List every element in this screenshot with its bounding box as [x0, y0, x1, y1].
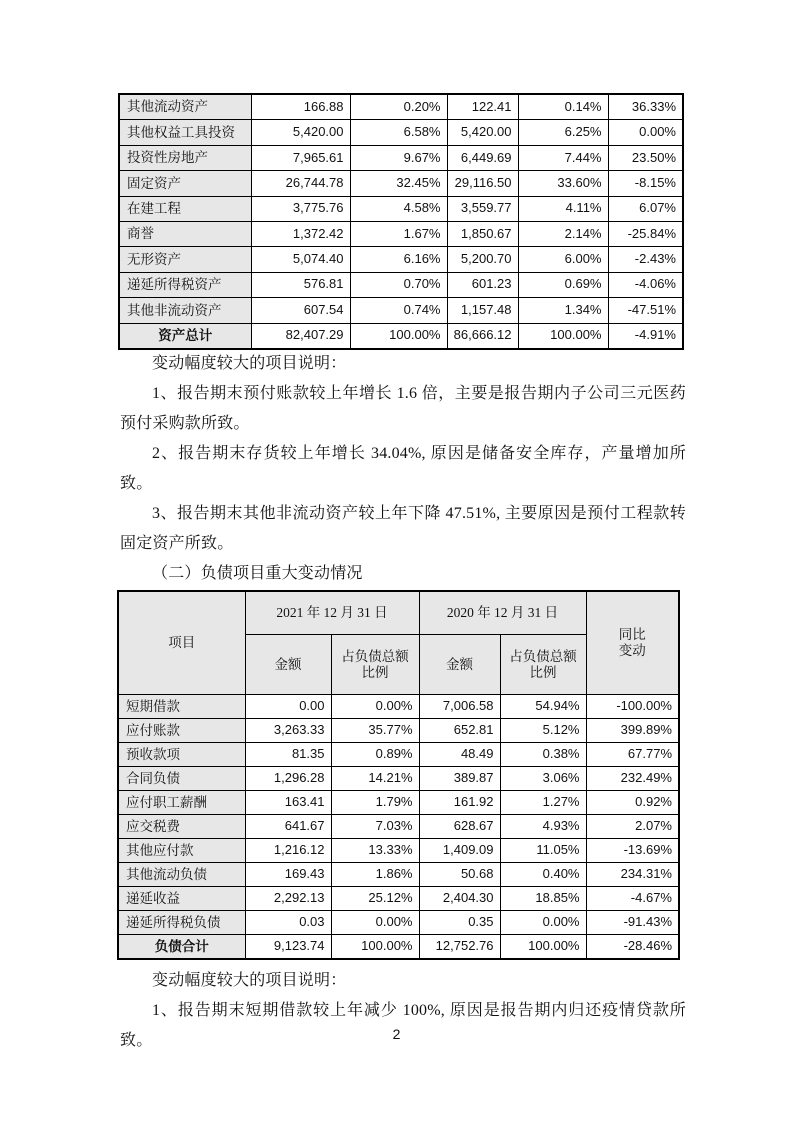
pct-2021-cell: 32.45% — [350, 171, 447, 196]
yoy-cell: -8.15% — [608, 171, 683, 196]
pct-2021-cell: 13.33% — [331, 839, 419, 863]
yoy-cell: 23.50% — [608, 145, 683, 170]
amount-2020-cell: 1,850.67 — [447, 221, 518, 246]
row-label: 短期借款 — [118, 695, 245, 719]
table-row — [118, 839, 679, 863]
amount-2020-cell: 628.67 — [419, 815, 500, 839]
pct-2021-cell: 0.70% — [350, 272, 447, 297]
row-label: 递延收益 — [118, 887, 245, 911]
pct-2020-cell: 33.60% — [518, 171, 608, 196]
amount-2021-cell: 3,263.33 — [245, 719, 331, 743]
amount-2020-cell: 652.81 — [419, 719, 500, 743]
pct-2021-cell: 7.03% — [331, 815, 419, 839]
header-yoy: 同比 变动 — [586, 591, 679, 695]
yoy-cell: 67.77% — [586, 743, 679, 767]
yoy-cell: -4.06% — [608, 272, 683, 297]
amount-2020-cell: 601.23 — [447, 272, 518, 297]
table-row — [118, 887, 679, 911]
table-row — [118, 863, 679, 887]
pct-2020-cell: 18.85% — [500, 887, 586, 911]
pct-2020-cell: 54.94% — [500, 695, 586, 719]
yoy-cell: -91.43% — [586, 911, 679, 935]
pct-2021-cell: 100.00% — [331, 935, 419, 960]
yoy-cell: 234.31% — [586, 863, 679, 887]
pct-2021-cell: 4.58% — [350, 196, 447, 221]
pct-2020-cell: 7.44% — [518, 145, 608, 170]
pct-2021-cell: 9.67% — [350, 145, 447, 170]
amount-2021-cell: 82,407.29 — [251, 323, 350, 349]
amount-2021-cell: 9,123.74 — [245, 935, 331, 960]
note-item-2: 2、报告期末存货较上年增长 34.04%, 原因是储备安全库存，产量增加所致。 — [120, 445, 686, 492]
table-row — [118, 791, 679, 815]
row-label: 应付账款 — [118, 719, 245, 743]
note-item-3: 3、报告期末其他非流动资产较上年下降 47.51%, 主要原因是预付工程款转固定资产所致。 — [120, 505, 686, 552]
pct-2021-cell: 1.67% — [350, 221, 447, 246]
pct-2021-cell: 0.89% — [331, 743, 419, 767]
amount-2021-cell: 576.81 — [251, 272, 350, 297]
yoy-cell: -2.43% — [608, 247, 683, 272]
pct-2020-cell: 0.00% — [500, 911, 586, 935]
table-row — [119, 94, 683, 120]
amount-2021-cell: 26,744.78 — [251, 171, 350, 196]
amount-2020-cell: 50.68 — [419, 863, 500, 887]
amount-2021-cell: 641.67 — [245, 815, 331, 839]
pct-2020-cell: 4.93% — [500, 815, 586, 839]
row-label: 其他非流动资产 — [119, 298, 251, 323]
table-row — [119, 221, 683, 246]
header-item: 项目 — [118, 591, 245, 695]
liabilities-notes-block — [120, 966, 686, 1056]
notes-title: 变动幅度较大的项目说明： — [152, 972, 347, 989]
amount-2021-cell: 1,372.42 — [251, 221, 350, 246]
table-row — [119, 298, 683, 323]
amount-2020-cell: 3,559.77 — [447, 196, 518, 221]
pct-2020-cell: 0.40% — [500, 863, 586, 887]
table-row — [118, 719, 679, 743]
row-label: 在建工程 — [119, 196, 251, 221]
header-ratio-2020: 占负债总额 比例 — [500, 635, 586, 695]
row-label: 无形资产 — [119, 247, 251, 272]
row-label: 其他流动资产 — [119, 94, 251, 120]
yoy-cell: 399.89% — [586, 719, 679, 743]
table-row — [118, 935, 679, 960]
table-row — [118, 911, 679, 935]
pct-2021-cell: 6.58% — [350, 120, 447, 145]
pct-2021-cell: 6.16% — [350, 247, 447, 272]
table-row — [118, 695, 679, 719]
pct-2020-cell: 5.12% — [500, 719, 586, 743]
amount-2021-cell: 5,074.40 — [251, 247, 350, 272]
row-label: 其他应付款 — [118, 839, 245, 863]
header-date-2021: 2021 年 12 月 31 日 — [245, 591, 419, 635]
yoy-cell: -4.67% — [586, 887, 679, 911]
yoy-cell: 6.07% — [608, 196, 683, 221]
pct-2020-cell: 1.27% — [500, 791, 586, 815]
row-label: 固定资产 — [119, 171, 251, 196]
pct-2021-cell: 1.86% — [331, 863, 419, 887]
amount-2020-cell: 12,752.76 — [419, 935, 500, 960]
row-label: 负债合计 — [118, 935, 245, 960]
page-number: 2 — [392, 1026, 401, 1042]
amount-2021-cell: 166.88 — [251, 94, 350, 120]
amount-2020-cell: 7,006.58 — [419, 695, 500, 719]
pct-2021-cell: 35.77% — [331, 719, 419, 743]
yoy-cell: 2.07% — [586, 815, 679, 839]
row-label: 应付职工薪酬 — [118, 791, 245, 815]
amount-2020-cell: 122.41 — [447, 94, 518, 120]
yoy-cell: -13.69% — [586, 839, 679, 863]
pct-2021-cell: 1.79% — [331, 791, 419, 815]
amount-2021-cell: 0.03 — [245, 911, 331, 935]
table-row — [118, 743, 679, 767]
amount-2021-cell: 1,296.28 — [245, 767, 331, 791]
liabilities-table — [117, 590, 680, 960]
table-row — [119, 145, 683, 170]
amount-2020-cell: 86,666.12 — [447, 323, 518, 349]
yoy-cell: 36.33% — [608, 94, 683, 120]
yoy-cell: -4.91% — [608, 323, 683, 349]
row-label: 递延所得税负债 — [118, 911, 245, 935]
table-row — [119, 247, 683, 272]
table-row — [119, 120, 683, 145]
pct-2021-cell: 14.21% — [331, 767, 419, 791]
amount-2021-cell: 163.41 — [245, 791, 331, 815]
row-label: 商誉 — [119, 221, 251, 246]
assets-table — [118, 93, 684, 350]
yoy-cell: 232.49% — [586, 767, 679, 791]
row-label: 资产总计 — [119, 323, 251, 349]
pct-2020-cell: 4.11% — [518, 196, 608, 221]
yoy-cell: -47.51% — [608, 298, 683, 323]
section-heading: （二）负债项目重大变动情况 — [152, 565, 363, 582]
amount-2020-cell: 48.49 — [419, 743, 500, 767]
row-label: 预收款项 — [118, 743, 245, 767]
amount-2020-cell: 5,200.70 — [447, 247, 518, 272]
yoy-cell: -100.00% — [586, 695, 679, 719]
amount-2021-cell: 5,420.00 — [251, 120, 350, 145]
amount-2020-cell: 161.92 — [419, 791, 500, 815]
yoy-cell: 0.92% — [586, 791, 679, 815]
row-label: 其他流动负债 — [118, 863, 245, 887]
amount-2021-cell: 3,775.76 — [251, 196, 350, 221]
header-amount-2020: 金额 — [419, 635, 500, 695]
table-row — [119, 196, 683, 221]
row-label: 其他权益工具投资 — [119, 120, 251, 145]
amount-2020-cell: 1,409.09 — [419, 839, 500, 863]
table-row — [118, 815, 679, 839]
pct-2020-cell: 6.25% — [518, 120, 608, 145]
pct-2021-cell: 0.20% — [350, 94, 447, 120]
amount-2021-cell: 1,216.12 — [245, 839, 331, 863]
pct-2021-cell: 0.00% — [331, 911, 419, 935]
pct-2020-cell: 1.34% — [518, 298, 608, 323]
pct-2021-cell: 100.00% — [350, 323, 447, 349]
assets-notes-block — [120, 349, 686, 616]
pct-2020-cell: 0.14% — [518, 94, 608, 120]
row-label: 合同负债 — [118, 767, 245, 791]
table-row — [118, 767, 679, 791]
row-label: 投资性房地产 — [119, 145, 251, 170]
amount-2020-cell: 1,157.48 — [447, 298, 518, 323]
table-row — [119, 171, 683, 196]
pct-2020-cell: 100.00% — [500, 935, 586, 960]
yoy-cell: 0.00% — [608, 120, 683, 145]
header-ratio-2021: 占负债总额 比例 — [331, 635, 419, 695]
amount-2020-cell: 6,449.69 — [447, 145, 518, 170]
yoy-cell: -25.84% — [608, 221, 683, 246]
header-date-2020: 2020 年 12 月 31 日 — [419, 591, 586, 635]
amount-2020-cell: 2,404.30 — [419, 887, 500, 911]
header-amount-2021: 金额 — [245, 635, 331, 695]
table-row — [119, 272, 683, 297]
notes-title: 变动幅度较大的项目说明： — [152, 355, 347, 372]
header-row-dates — [118, 591, 679, 635]
amount-2020-cell: 0.35 — [419, 911, 500, 935]
pct-2021-cell: 25.12% — [331, 887, 419, 911]
amount-2021-cell: 81.35 — [245, 743, 331, 767]
amount-2021-cell: 169.43 — [245, 863, 331, 887]
row-label: 应交税费 — [118, 815, 245, 839]
yoy-cell: -28.46% — [586, 935, 679, 960]
amount-2021-cell: 607.54 — [251, 298, 350, 323]
amount-2021-cell: 0.00 — [245, 695, 331, 719]
liabilities-table-header — [118, 591, 679, 695]
amount-2020-cell: 5,420.00 — [447, 120, 518, 145]
note-item-1: 1、报告期末预付账款较上年增长 1.6 倍，主要是报告期内子公司三元医药预付采购款所致。 — [120, 385, 686, 432]
pct-2020-cell: 6.00% — [518, 247, 608, 272]
pct-2021-cell: 0.74% — [350, 298, 447, 323]
pct-2020-cell: 3.06% — [500, 767, 586, 791]
pct-2020-cell: 100.00% — [518, 323, 608, 349]
amount-2020-cell: 29,116.50 — [447, 171, 518, 196]
pct-2020-cell: 0.69% — [518, 272, 608, 297]
amount-2020-cell: 389.87 — [419, 767, 500, 791]
pct-2021-cell: 0.00% — [331, 695, 419, 719]
note-item-1: 1、报告期末短期借款较上年减少 100%, 原因是报告期内归还疫情贷款所致。 — [120, 1002, 686, 1049]
amount-2021-cell: 2,292.13 — [245, 887, 331, 911]
amount-2021-cell: 7,965.61 — [251, 145, 350, 170]
table-row — [119, 323, 683, 349]
pct-2020-cell: 0.38% — [500, 743, 586, 767]
pct-2020-cell: 11.05% — [500, 839, 586, 863]
pct-2020-cell: 2.14% — [518, 221, 608, 246]
row-label: 递延所得税资产 — [119, 272, 251, 297]
